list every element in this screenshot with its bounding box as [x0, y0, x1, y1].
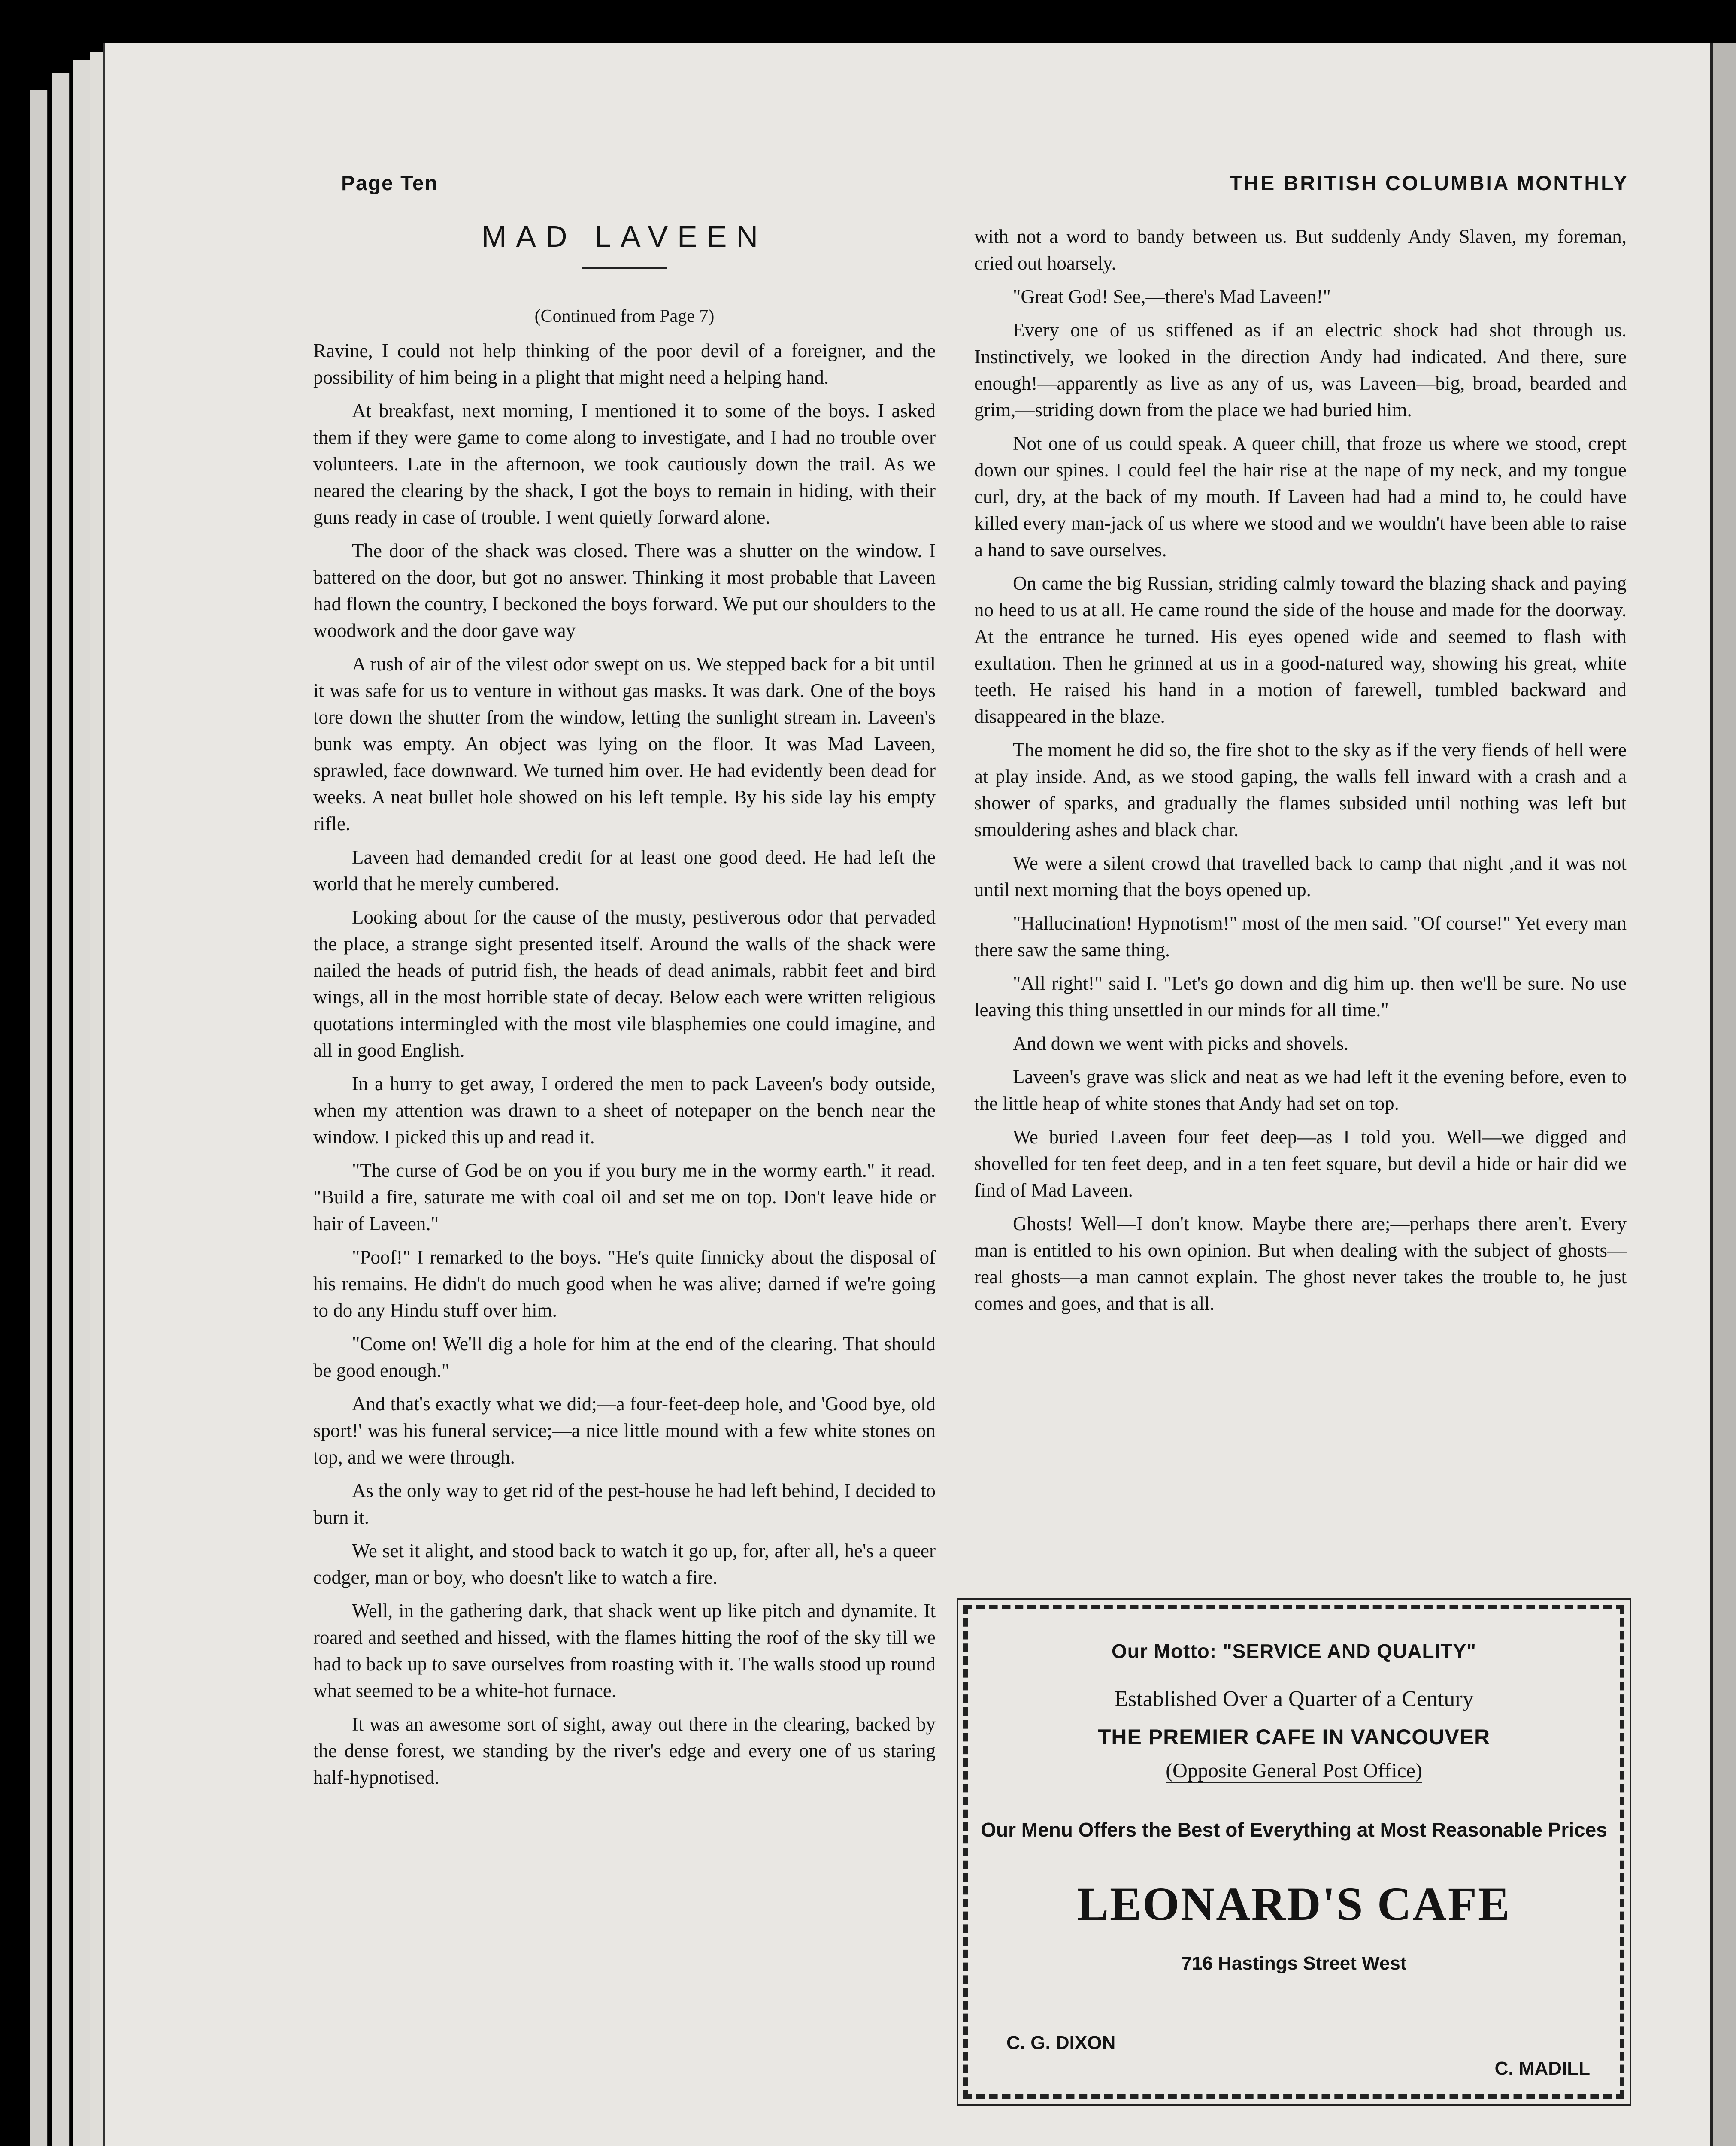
ad-motto: Our Motto: "SERVICE AND QUALITY" [1112, 1640, 1476, 1662]
publication-title: THE BRITISH COLUMBIA MONTHLY [1230, 172, 1629, 195]
paragraph: Not one of us could speak. A queer chill, that froze us where we stood, crept down our spines. I could feel the hair rise at the nape of my neck, and my tongue curl, dry, at the back of my mouth. If Laveen had had a mind to, he could have killed every man-jack of us where we stood and we wouldn't have been able to raise a hand to save ourselves. [974, 433, 1627, 561]
paragraph: A rush of air of the vilest odor swept on us. We stepped back for a bit until it was safe for us to venture in without gas masks. It was dark. One of the boys tore down the shutter from the window, letting the sunlight stream in. Laveen's bunk was empty. An object was lying on the floor. It was Mad Laveen, sprawled, face downward. We turned him over. He had evidently been dead for weeks. A neat bullet hole showed on his left temple. By his side lay his empty rifle. [313, 653, 936, 834]
page-stack-edge [52, 73, 70, 2146]
page-stack-edge [73, 60, 91, 2146]
paragraph: At breakfast, next morning, I mentioned it to some of the boys. I asked them if they were game to come along to investigate, and I had no trouble over volunteers. Late in the afternoon, we took cautiously down the trail. As we neared the clearing by the shack, I got the boys to remain in hiding, with their guns ready in case of trouble. I went quietly forward alone. [313, 400, 936, 528]
ad-location-note [968, 1759, 1620, 1782]
page-label: Page Ten [341, 172, 438, 195]
paragraph: Well, in the gathering dark, that shack went up like pitch and dynamite. It roared and seethed and hissed, with the flames hitting the roof of the sky till we had to back up to save ourselves from roasting with it. The walls stood up round what seemed to be a white-hot furnace. [313, 1600, 936, 1701]
paragraph: "Poof!" I remarked to the boys. "He's quite finnicky about the disposal of his remains. He didn't do much good when he was alive; darned if we're going to do any Hindu stuff over him. [313, 1246, 936, 1321]
ad-established: Established Over a Quarter of a Century [1114, 1687, 1474, 1711]
right-column [974, 223, 1627, 1324]
paragraph: As the only way to get rid of the pest-house he had left behind, I decided to burn it. [313, 1480, 936, 1528]
paragraph: "Hallucination! Hypnotism!" most of the men said. "Of course!" Yet every man there saw the same thing. [974, 912, 1627, 961]
paragraph: We buried Laveen four feet deep—as I told you. Well—we digged and shovelled for ten feet deep, and in a ten feet square, but devil a hide or hair did we find of Mad Laveen. [974, 1126, 1627, 1201]
paragraph: Laveen's grave was slick and neat as we had left it the evening before, even to the little heap of white stones that Andy had set on top. [974, 1066, 1627, 1114]
paragraph: Looking about for the cause of the musty, pestiverous odor that pervaded the place, a strange sight presented itself. Around the walls of the shack were nailed the heads of putrid fish, the heads of dead animals, rabbit feet and bird wings, all in the most horrible state of decay. Below each were written religious quotations intermingled with the most vile blasphemies one could imagine, and all in good English. [313, 906, 936, 1061]
paragraph: "Come on! We'll dig a hole for him at the end of the clearing. That should be good enough." [313, 1333, 936, 1381]
ad-menu-line: Our Menu Offers the Best of Everything at Most Reasonable Prices [981, 1819, 1607, 1841]
ad-premier: THE PREMIER CAFE IN VANCOUVER [1097, 1725, 1491, 1749]
paragraph: Ravine, I could not help thinking of the poor devil of a foreigner, and the possibility of him being in a plight that might need a helping hand. [313, 340, 936, 388]
paragraph: We set it alight, and stood back to watch it go up, for, after all, he's a queer codger, man or boy, who doesn't like to watch a fire. [313, 1540, 936, 1588]
paragraph: In a hurry to get away, I ordered the men to pack Laveen's body outside, when my attention was drawn to a sheet of notepaper on the bench near the window. I picked this up and read it. [313, 1073, 936, 1148]
paragraph: And that's exactly what we did;—a four-feet-deep hole, and 'Good bye, old sport!' was his funeral service;—a nice little mound with a few white stones on top, and we were through. [313, 1393, 936, 1468]
ad-owner-left: C. G. DIXON [1006, 2032, 1116, 2053]
article-title: MAD LAVEEN [481, 220, 768, 253]
paragraph: We were a silent crowd that travelled back to camp that night ,and it was not until next morning that the boys opened up. [974, 852, 1627, 900]
paragraph: with not a word to bandy between us. But suddenly Andy Slaven, my foreman, cried out hoarsely. [974, 226, 1627, 274]
paragraph: "Great God! See,—there's Mad Laveen!" [1013, 286, 1331, 307]
left-column [313, 220, 936, 1797]
ad-address: 716 Hastings Street West [1181, 1953, 1407, 1974]
paragraph: "All right!" said I. "Let's go down and dig him up. then we'll be sure. No use leaving this thing unsettled in our minds for all time." [974, 973, 1627, 1021]
paragraph: Every one of us stiffened as if an electric shock had shot through us. Instinctively, we looked in the direction Andy had indicated. And there, sure enough!—apparently as live as any of us, was Laveen—big, broad, bearded and grim,—striding down from the place we had buried him. [974, 319, 1627, 421]
paragraph: The door of the shack was closed. There was a shutter on the window. I battered on the door, but got no answer. Thinking it most probable that Laveen had flown the country, I beckoned the boys forward. We put our shoulders to the woodwork and the door gave way [313, 540, 936, 641]
paragraph: The moment he did so, the fire shot to the sky as if the very fiends of hell were at play inside. And, as we stood gaping, the walls fell inward with a crash and a shower of sparks, and gradually the flames subsided until nothing was left but smouldering ashes and black char. [974, 739, 1627, 840]
ad-cafe-name: LEONARD'S CAFE [1077, 1878, 1511, 1930]
paragraph: It was an awesome sort of sight, away out there in the clearing, backed by the dense forest, we standing by the river's edge and every one of us staring half-hypnotised. [313, 1713, 936, 1788]
page-stack-edge [30, 90, 48, 2146]
title-divider [582, 267, 667, 269]
paragraph: Laveen had demanded credit for at least one good deed. He had left the world that he merely cumbered. [313, 846, 936, 894]
paragraph: Ghosts! Well—I don't know. Maybe there are;—perhaps there aren't. Every man is entitled to his own opinion. But when dealing with the subject of ghosts—real ghosts—a man cannot explain. The ghost never takes the trouble to, he just comes and goes, and that is all. [974, 1213, 1627, 1314]
cafe-advertisement [963, 1605, 1624, 2099]
book-gutter [1710, 43, 1736, 2146]
continued-note: (Continued from Page 7) [534, 306, 715, 326]
page-stack-edge [90, 52, 104, 2146]
ad-owner-right: C. MADILL [1494, 2058, 1590, 2079]
paragraph: "The curse of God be on you if you bury me in the wormy earth." it read. "Build a fire, saturate me with coal oil and set me on top. Don't leave hide or hair of Laveen." [313, 1160, 936, 1234]
ad-location-text: (Opposite General Post Office) [1166, 1759, 1422, 1783]
paragraph: On came the big Russian, striding calmly toward the blazing shack and paying no heed to us at all. He came round the side of the house and made for the doorway. At the entrance he turned. His eyes opened wide and seemed to flash with exultation. Then he grinned at us in a good-natured way, showing his great, white teeth. He raised his hand in a motion of farewell, tumbled backward and disappeared in the blaze. [974, 573, 1627, 727]
paragraph: And down we went with picks and shovels. [1013, 1033, 1349, 1054]
